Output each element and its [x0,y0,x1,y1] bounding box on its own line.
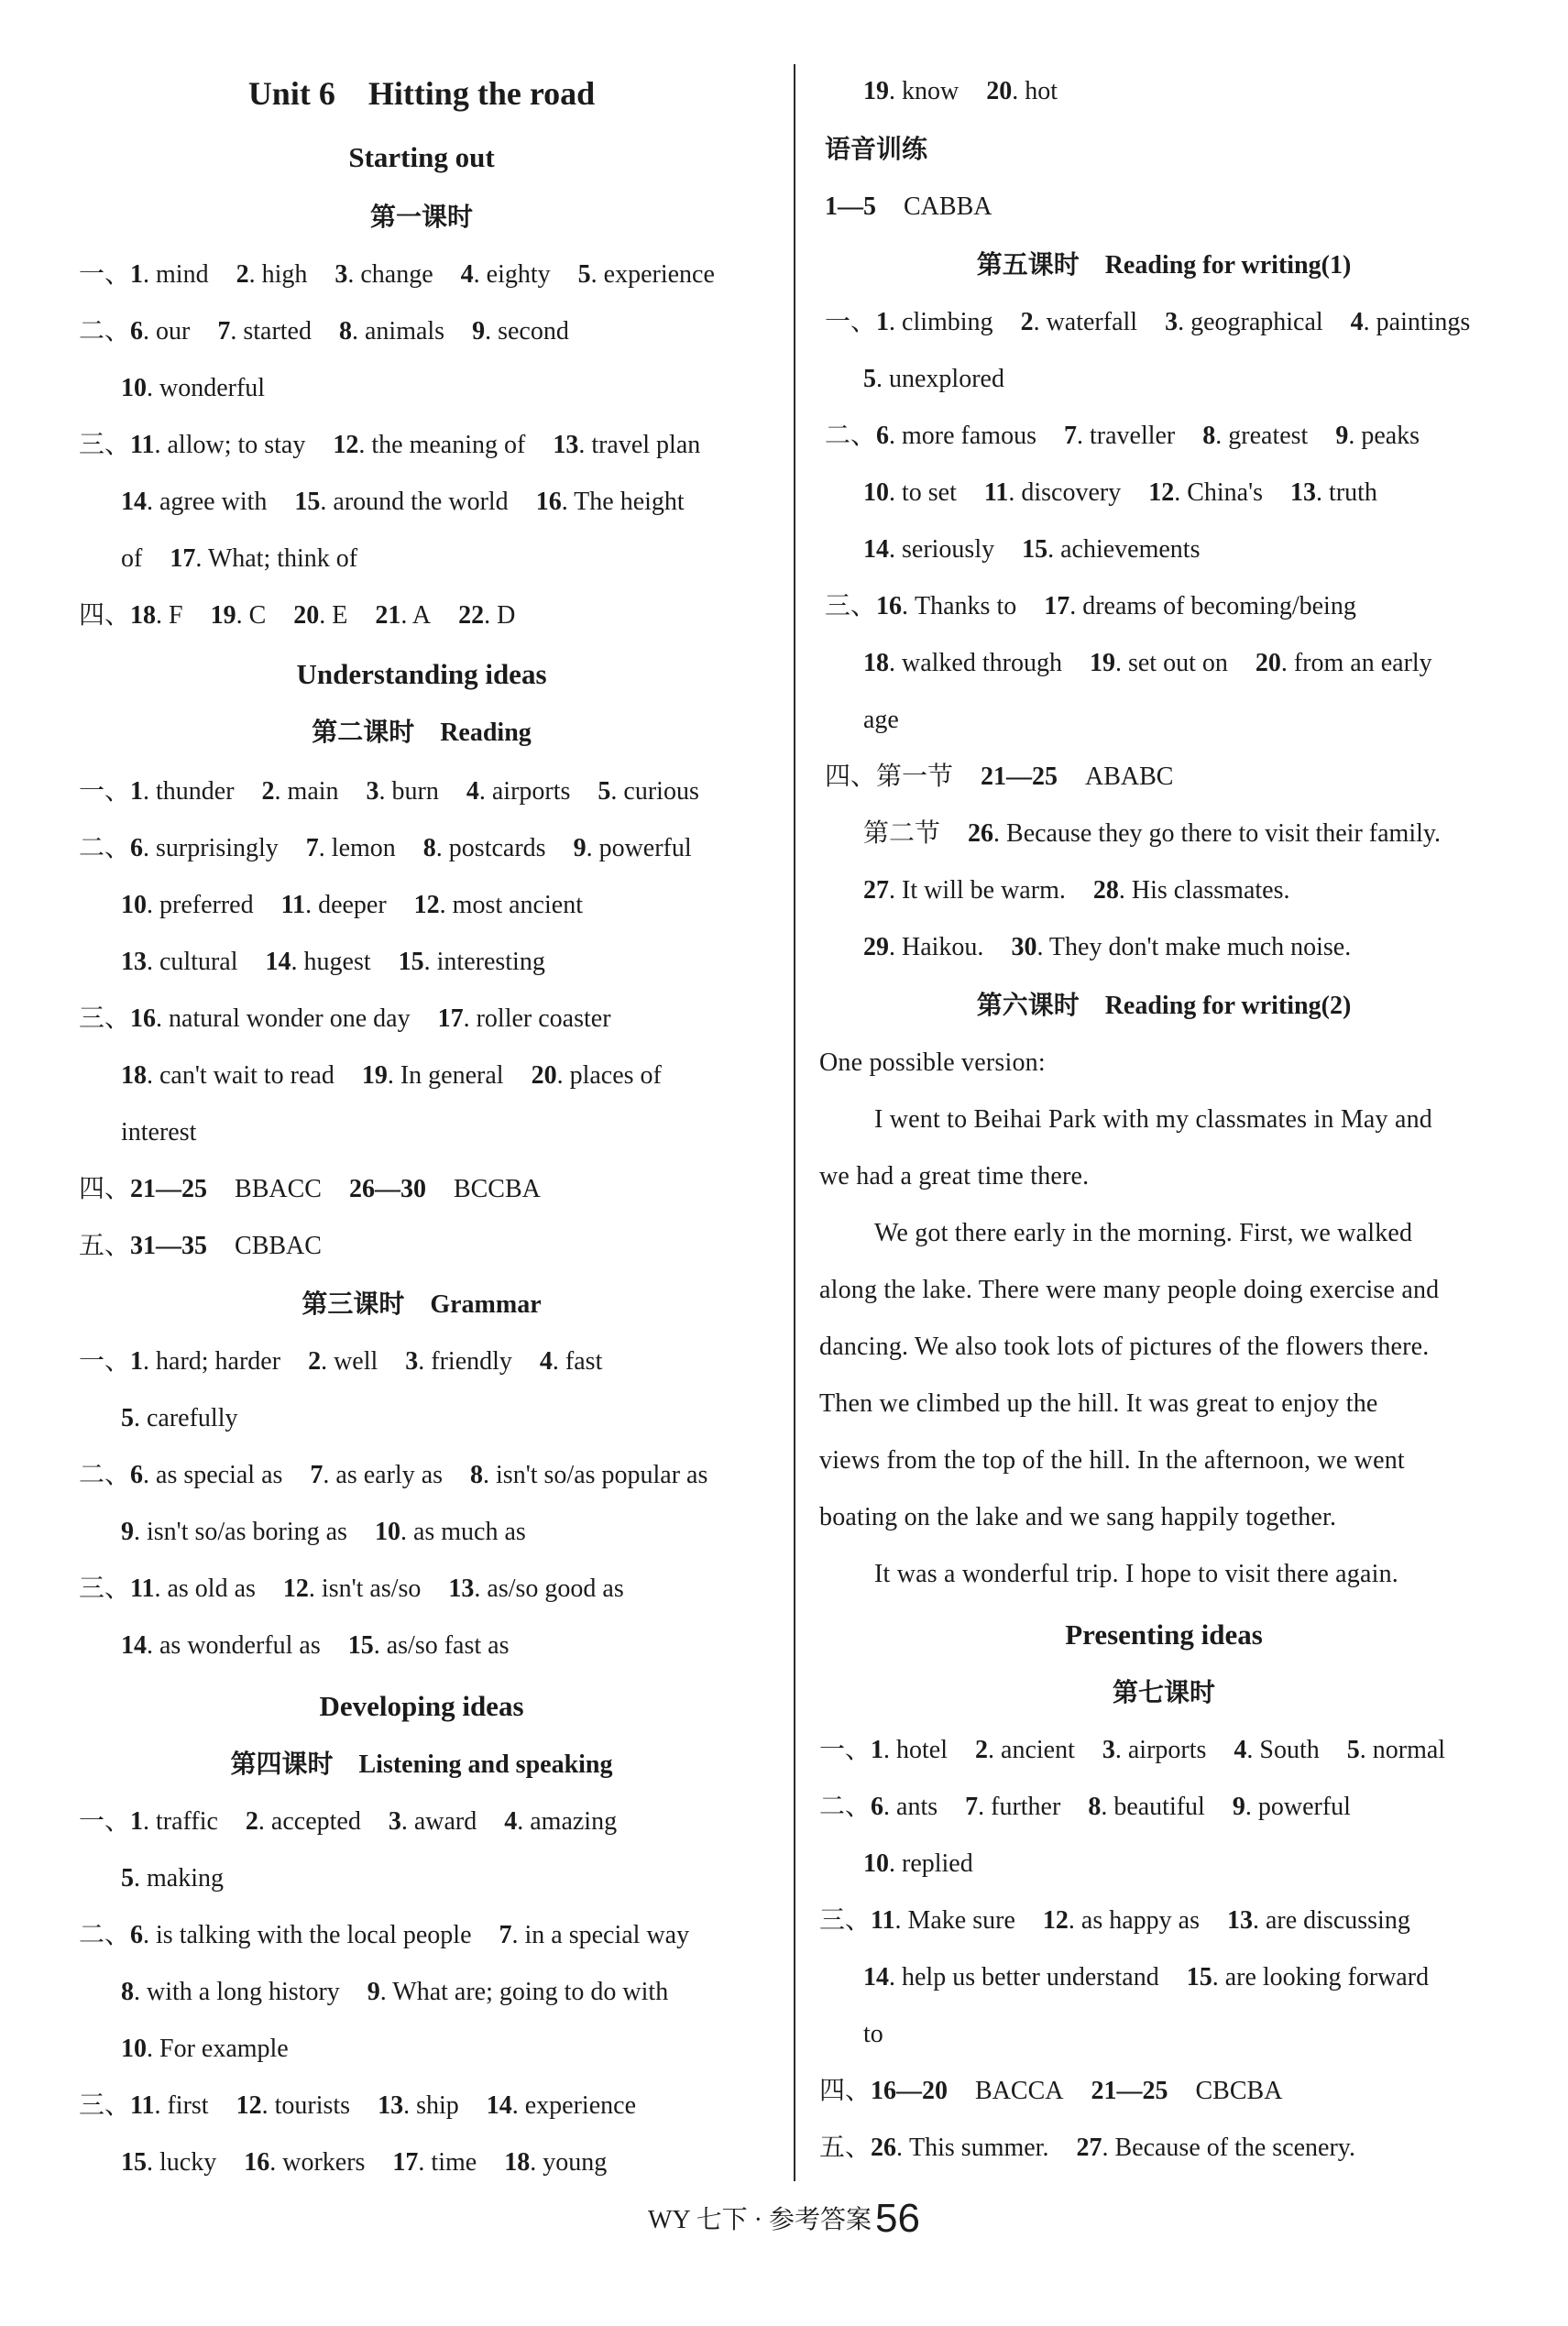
column-divider [794,64,795,2181]
page-number: 56 [874,2196,920,2241]
answer-line: 三、11. allow; to stay 12. the meaning of 13. travel plan [79,431,701,459]
answer-line: 二、6. as special as 7. as early as 8. isn't so/as popular as [79,1461,708,1489]
answer-line: 四、第一节 21—25 ABABC [825,763,1174,791]
essay-line: I went to Beihai Park with my classmates in May and [874,1105,1432,1134]
answer-line: 三、11. first 12. tourists 13. ship 14. experience [79,2091,636,2120]
section-developing-ideas: Developing ideas [319,1690,524,1722]
answer-line: 一、1. hard; harder 2. well 3. friendly 4. fast [79,1347,603,1376]
answer-line: 二、6. our 7. started 8. animals 9. second [79,317,569,346]
essay-line: views from the top of the hill. In the afternoon, we went [819,1446,1405,1475]
answer-line: 一、1. hotel 2. ancient 3. airports 4. South 5. normal [819,1736,1446,1764]
answer-line: 19. know 20. hot [863,77,1058,105]
answer-line: 一、1. thunder 2. main 3. burn 4. airports 5. curious [79,777,699,806]
answer-line: 二、6. ants 7. further 8. beautiful 9. powerful [819,1793,1351,1821]
answer-line: 14. help us better understand 15. are looking forward [863,1963,1430,1991]
answer-line: 14. seriously 15. achievements [863,535,1201,564]
answer-line: to [863,2020,883,2048]
essay-line: we had a great time there. [819,1162,1090,1190]
answer-line: 1—5 CABBA [825,192,992,221]
answer-line: 四、16—20 BACCA 21—25 CBCBA [819,2077,1283,2105]
essay-line: dancing. We also took lots of pictures of the flowers there. [819,1333,1430,1361]
answer-line: 一、1. traffic 2. accepted 3. award 4. amazing [79,1807,618,1836]
unit-title: Unit 6 Hitting the road [247,75,596,112]
answer-line: 14. agree with 15. around the world 16. The height [121,488,685,516]
answer-line: 14. as wonderful as 15. as/so fast as [121,1631,510,1660]
answer-line: 18. can't wait to read 19. In general 20. places of [121,1061,662,1090]
answer-line: 一、1. mind 2. high 3. change 4. eighty 5. experience [79,260,715,289]
lesson-4-heading: 第四课时 Listening and speaking [230,1750,613,1779]
answer-line: 9. isn't so/as boring as 10. as much as [121,1518,526,1546]
answer-line: 18. walked through 19. set out on 20. from an early [863,649,1432,677]
answer-line: 27. It will be warm. 28. His classmates. [863,876,1290,905]
answer-line: 5. making [121,1864,224,1893]
answer-line: interest [121,1118,197,1147]
page-footer [0,2196,1568,2242]
answer-line: 二、6. is talking with the local people 7. in a special way [79,1921,690,1949]
lesson-7-heading: 第七课时 [1112,1679,1215,1707]
answer-line: 四、21—25 BBACC 26—30 BCCBA [79,1175,541,1203]
lesson-2-heading: 第二课时 Reading [312,719,532,747]
answer-line: 29. Haikou. 30. They don't make much noise. [863,933,1352,961]
lesson-3-heading: 第三课时 Grammar [302,1290,542,1319]
answer-line: 四、18. F 19. C 20. E 21. A 22. D [79,601,516,630]
essay-line: It was a wonderful trip. I hope to visit there again. [874,1560,1398,1588]
section-understanding-ideas: Understanding ideas [296,658,547,690]
answer-line: 10. preferred 11. deeper 12. most ancient [121,891,583,919]
answer-line: 五、31—35 CBBAC [79,1232,322,1260]
answer-line: 三、16. natural wonder one day 17. roller coaster [79,1004,611,1033]
section-presenting-ideas: Presenting ideas [1065,1618,1263,1651]
lesson-6-heading: 第六课时 Reading for writing(2) [976,992,1352,1020]
essay-line: We got there early in the morning. First, we walked [874,1219,1413,1247]
lesson-5-heading: 第五课时 Reading for writing(1) [976,251,1352,280]
answer-line: 15. lucky 16. workers 17. time 18. young [121,2148,608,2177]
answer-line: 一、1. climbing 2. waterfall 3. geographical 4. paintings [825,308,1471,336]
answer-line: 二、6. surprisingly 7. lemon 8. postcards 9. powerful [79,834,692,862]
essay-line: boating on the lake and we sang happily together. [819,1503,1337,1531]
answer-line: 二、6. more famous 7. traveller 8. greatest 9. peaks [825,422,1420,450]
answer-line: 三、11. as old as 12. isn't as/so 13. as/so good as [79,1574,624,1603]
answer-line: 五、26. This summer. 27. Because of the scenery. [819,2134,1355,2162]
answer-line: 10. to set 11. discovery 12. China's 13. truth [863,478,1377,507]
answer-line: 10. wonderful [121,374,266,402]
answer-line: 8. with a long history 9. What are; going to do with [121,1978,669,2006]
essay-intro: One possible version: [819,1048,1046,1077]
section-starting-out: Starting out [348,141,495,173]
footer-label: WY 七下 · 参考答案 [648,2206,872,2234]
essay-line: along the lake. There were many people doing exercise and [819,1276,1440,1304]
phonetics-heading: 语音训练 [825,136,928,164]
answer-line: 13. cultural 14. hugest 15. interesting [121,948,545,976]
answer-line: 10. For example [121,2035,289,2063]
answer-line: 5. unexplored [863,365,1004,393]
answer-line: 10. replied [863,1849,973,1878]
answer-line: 三、16. Thanks to 17. dreams of becoming/being [825,592,1356,620]
answer-line: 三、11. Make sure 12. as happy as 13. are discussing [819,1906,1410,1935]
essay-line: Then we climbed up the hill. It was great to enjoy the [819,1389,1378,1418]
answer-line: 第二节 26. Because they go there to visit their family. [863,819,1442,848]
answer-line: of 17. What; think of [121,544,358,573]
answer-line: age [863,706,899,734]
lesson-1-heading: 第一课时 [369,203,473,232]
answer-line: 5. carefully [121,1404,238,1432]
